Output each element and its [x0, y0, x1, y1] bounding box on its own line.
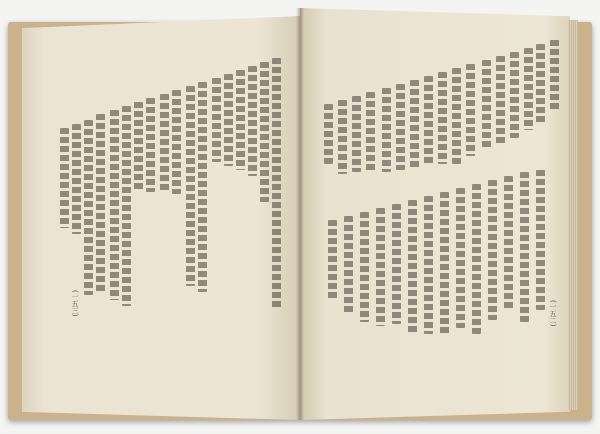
text-column [328, 220, 337, 300]
text-column [536, 44, 545, 124]
book-gutter [296, 8, 304, 420]
text-column [236, 70, 245, 170]
text-column [146, 98, 155, 192]
text-column [452, 68, 461, 164]
text-column [338, 100, 347, 174]
text-column [424, 196, 433, 334]
text-column [408, 200, 417, 334]
text-column [366, 92, 375, 172]
text-column [482, 60, 491, 150]
text-column [96, 114, 105, 294]
text-column [360, 212, 369, 322]
text-column [488, 180, 497, 320]
text-column [186, 86, 195, 286]
text-column [344, 216, 353, 314]
text-column [396, 84, 405, 170]
text-column [410, 80, 419, 170]
text-column [248, 66, 257, 176]
text-column [550, 40, 559, 110]
text-column [524, 48, 533, 130]
text-column [272, 58, 281, 308]
text-column [160, 94, 169, 192]
text-column [520, 172, 529, 322]
text-column [392, 204, 401, 324]
text-column [536, 170, 545, 310]
text-column [110, 110, 119, 300]
text-column [382, 88, 391, 172]
text-column [424, 76, 433, 164]
text-column [260, 62, 269, 202]
page-edges [568, 20, 578, 410]
text-column [134, 102, 143, 190]
text-column [472, 184, 481, 334]
text-column [198, 82, 207, 292]
text-column [376, 208, 385, 326]
text-column [510, 52, 519, 138]
text-column [438, 72, 447, 164]
text-column [122, 106, 131, 306]
text-column [172, 90, 181, 194]
text-column [212, 78, 221, 162]
text-column [84, 120, 93, 295]
right-page-number: (一五二) [549, 300, 557, 327]
text-column [456, 188, 465, 328]
text-column [352, 96, 361, 172]
text-column [72, 124, 81, 234]
text-column [466, 64, 475, 156]
text-column [504, 176, 513, 311]
text-column [324, 104, 333, 164]
text-column [224, 74, 233, 166]
left-page-number: (一五三) [71, 290, 79, 317]
text-column [440, 192, 449, 334]
text-column [496, 56, 505, 146]
text-column [60, 128, 69, 228]
